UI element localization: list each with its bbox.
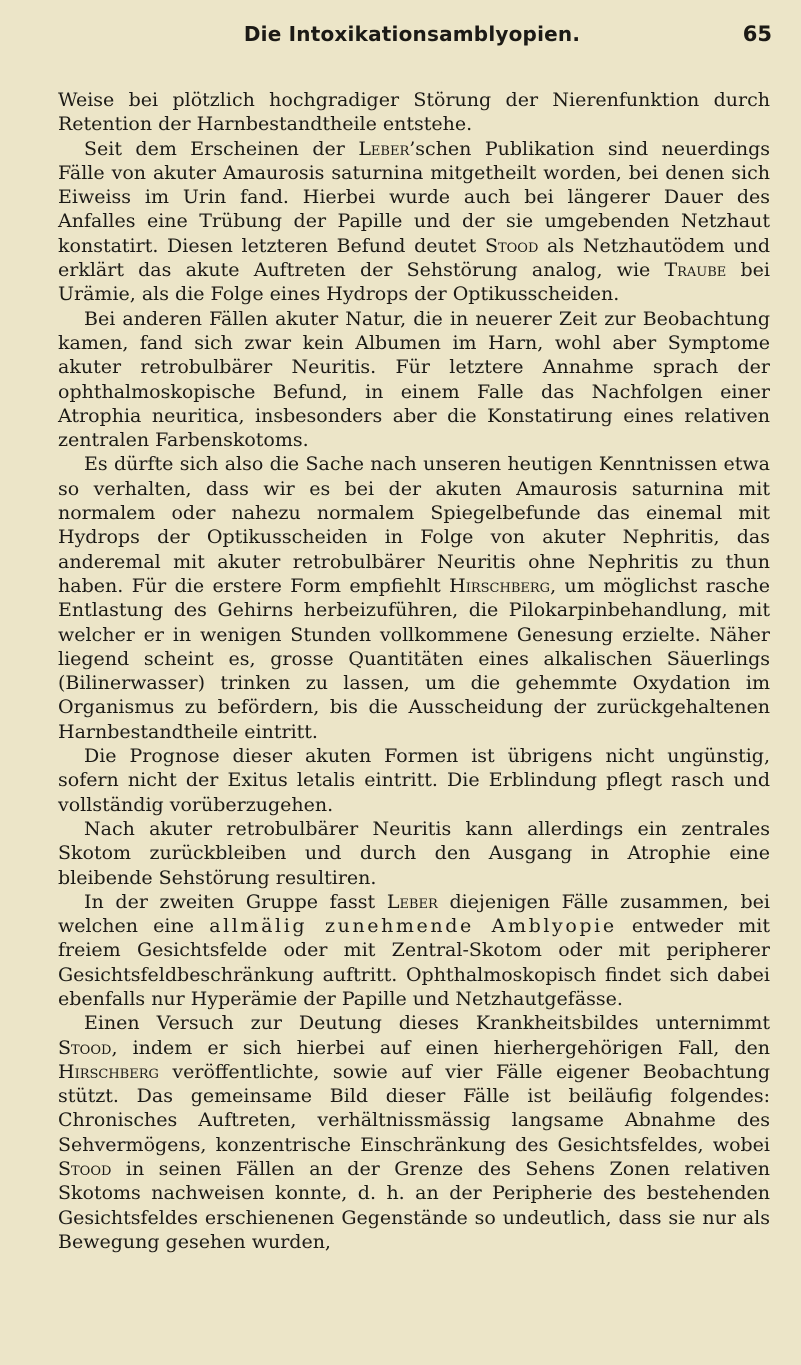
text-run: veröffentlichte, sowie auf vier Fälle eigener Beobachtung stützt. Das gemeinsame Bild dieser Fälle ist beiläufig folgendes: Chronisches Auftreten, verhältnissmässig langsame Abnahme des Sehvermögens, konzentrische Einschränkung des Gesichtsfeldes, wobei bbox=[58, 1060, 770, 1156]
text-run: Weise bei plötzlich hochgradiger Störung der Nierenfunktion durch Retention der Harnbestandtheile entstehe. bbox=[58, 89, 770, 136]
author-name: Hirschberg bbox=[449, 574, 551, 597]
text-run: In der zweiten Gruppe fasst bbox=[84, 890, 387, 913]
paragraph bbox=[58, 88, 770, 137]
author-name: Stood bbox=[484, 234, 539, 257]
text-run: Die Prognose dieser akuten Formen ist übrigens nicht ungünstig, sofern nicht der Exitus letalis eintritt. Die Erblindung pflegt rasch und vollständig vorüberzugehen. bbox=[58, 745, 770, 816]
text-run: , um möglichst rasche Entlastung des Gehirns herbeizuführen, die Pilokarpinbehandlung, mit welcher er in wenigen Stunden vollkommene Genesung erzielte. Näher liegend scheint es, grosse Quantitäten eines alkalischen Säuerlings (Bilinerwasser) trinken zu lassen, um die gehemmte Oxydation im Organismus zu befördern, bis die Ausscheidung der zurückgehaltenen Harnbestandtheile eintritt. bbox=[58, 574, 771, 743]
author-name: Leber bbox=[386, 890, 438, 913]
text-run: in seinen Fällen an der Grenze des Sehens Zonen relativen Skotoms nachweisen konnte, d. h. an der Peripherie des bestehenden Gesichtsfeldes erschienenen Gegenstände so undeutlich, dass sie nur als Bewegung gesehen wurden, bbox=[58, 1158, 770, 1253]
text-run: Es dürfte sich also die Sache nach unseren heutigen Kenntnissen etwa so verhalten, dass wir es bei der akuten Amaurosis saturnina mit normalem oder nahezu normalem Spiegelbefunde das einemal mit Hydrops der Optikusscheiden in Folge von akuter Nephritis, das anderemal mit akuter retrobulbärer Neuritis ohne Nephritis zu thun haben. Für die erstere Form empfiehlt bbox=[58, 453, 770, 597]
emphasized-text: allmälig zunehmende Amblyopie bbox=[209, 915, 617, 938]
paragraph bbox=[58, 137, 770, 307]
text-run: Nach akuter retrobulbärer Neuritis kann allerdings ein zentrales Skotom zurückbleiben und durch den Ausgang in Atrophie eine bleibende Sehstörung resultiren. bbox=[58, 817, 770, 889]
text-run: , indem er sich hierbei auf einen hierhergehörigen Fall, den bbox=[111, 1036, 770, 1059]
author-name: Traube bbox=[664, 259, 727, 282]
paragraph bbox=[58, 744, 770, 817]
author-name: Leber bbox=[358, 137, 410, 160]
paragraph bbox=[58, 452, 770, 744]
text-run: ’schen Publikation sind neuerdings Fälle von akuter Amaurosis saturnina mitgetheilt worden, bei denen sich Eiweiss im Urin fand. Hierbei wurde auch bei längerer Dauer des Anfalles eine Trübung der Papille und der sie umgebenden Netzhaut konstatirt. Diesen letzteren Befund deutet bbox=[58, 137, 770, 257]
page-number: 65 bbox=[742, 22, 772, 46]
text-run: Bei anderen Fällen akuter Natur, die in neuerer Zeit zur Beobachtung kamen, fand sich zwar kein Albumen im Harn, wohl aber Symptome akuter retrobulbärer Neuritis. Für letztere Annahme sprach der ophthalmoskopische Befund, in einem Falle das Nachfolgen einer Atrophia neuritica, insbesonders aber die Konstatirung eines relativen zentralen Farbenskotoms. bbox=[58, 307, 770, 452]
text-run: bei Urämie, als die Folge eines Hydrops der Optikusscheiden. bbox=[58, 259, 770, 306]
text-run: Einen Versuch zur Deutung dieses Krankheitsbildes unternimmt bbox=[84, 1012, 770, 1035]
body-text bbox=[58, 88, 770, 1254]
text-run: entweder mit freiem Gesichtsfelde oder mit Zentral-Skotom oder mit peripherer Gesichtsfeldbeschränkung auftritt. Ophthalmoskopisch findet sich dabei ebenfalls nur Hyperämie der Papille und Netzhautgefässe. bbox=[58, 915, 770, 1010]
author-name: Hirschberg bbox=[58, 1060, 159, 1083]
paragraph bbox=[58, 817, 770, 890]
text-run: Seit dem Erscheinen der bbox=[84, 137, 359, 160]
paragraph bbox=[58, 307, 770, 453]
paragraph bbox=[58, 1011, 770, 1254]
author-name: Stood bbox=[58, 1158, 112, 1181]
paragraph bbox=[58, 890, 770, 1011]
running-title: Die Intoxikationsamblyopien. bbox=[243, 22, 581, 46]
page-header bbox=[52, 16, 772, 50]
author-name: Stood bbox=[58, 1036, 112, 1059]
text-run: diejenigen Fälle zusammen, bei welchen eine bbox=[58, 890, 770, 938]
text-run: als Netzhautödem und erklärt das akute Auftreten der Sehstörung analog, wie bbox=[58, 234, 770, 282]
